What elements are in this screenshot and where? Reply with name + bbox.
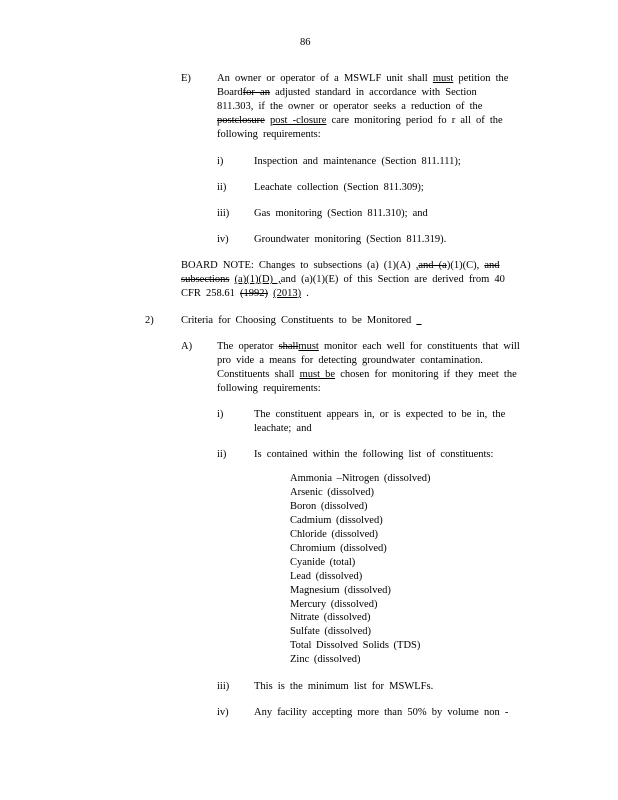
section-e-line-4: [217, 114, 503, 128]
list-item-text: Is contained within the following list of constituents:: [254, 449, 494, 460]
section-2a-line-4: following requirements:: [217, 383, 321, 394]
text: adjusted standard in accordance with Section: [269, 87, 477, 98]
constituent-item: Boron (dissolved): [290, 501, 368, 512]
text: monitor each well for constituents that will: [318, 341, 520, 352]
list-item-num: iii): [217, 208, 230, 219]
board-note-line-1: [181, 259, 500, 273]
constituent-item: Arsenic (dissolved): [290, 487, 374, 498]
text: petition the: [453, 73, 509, 84]
board-note-line-3: [181, 287, 309, 301]
board-note-line-2: [181, 273, 505, 287]
text: Board: [217, 87, 243, 98]
constituent-item: Cadmium (dissolved): [290, 515, 383, 526]
section-e-line-5: following requirements:: [217, 129, 321, 140]
list-item-num: ii): [217, 182, 227, 193]
inserted-text: post -closure: [269, 115, 327, 126]
constituent-item: Chromium (dissolved): [290, 543, 387, 554]
inserted-text: must: [298, 341, 319, 352]
deleted-text: subsections: [181, 274, 230, 285]
constituent-item: Mercury (dissolved): [290, 599, 378, 610]
text: CFR 258.61: [181, 288, 240, 299]
constituent-item: Ammonia –Nitrogen (dissolved): [290, 473, 431, 484]
text: chosen for monitoring if they meet the: [335, 369, 517, 380]
deleted-text: and (a: [418, 260, 447, 271]
inserted-text: (a)(1)(D) ,: [234, 274, 281, 285]
list-item-num: i): [217, 156, 224, 167]
text: An owner or operator of a MSWLF unit shall: [217, 73, 433, 84]
section-e-line-3: 811.303, if the owner or operator seeks a reduction of the: [217, 101, 483, 112]
constituent-item: Lead (dissolved): [290, 571, 363, 582]
section-2a-line-2: pro vide a means for detecting groundwater contamination.: [217, 355, 483, 366]
list-item-num: ii): [217, 449, 227, 460]
text: The operator: [217, 341, 279, 352]
list-item-text: Any facility accepting more than 50% by volume non -: [254, 707, 509, 718]
text: and (a)(1)(E) of this Section are derived from 40: [280, 274, 505, 285]
list-item-num: iv): [217, 234, 229, 245]
deleted-text: shall: [278, 341, 299, 352]
constituent-item: Nitrate (dissolved): [290, 612, 371, 623]
constituent-item: Cyanide (total): [290, 557, 356, 568]
section-e-line-1: [217, 72, 508, 86]
section-2-title: [181, 314, 421, 328]
page-number: 86: [300, 37, 311, 48]
list-item-num: iii): [217, 681, 230, 692]
constituent-item: Magnesium (dissolved): [290, 585, 391, 596]
text: BOARD NOTE: Changes to subsections (a) (1)(A): [181, 260, 416, 271]
text: care monitoring period fo r all of the: [326, 115, 503, 126]
text: Constituents shall: [217, 369, 300, 380]
list-item-num: i): [217, 409, 224, 420]
section-e-label: E): [181, 73, 191, 84]
constituent-item: Total Dissolved Solids (TDS): [290, 640, 421, 651]
deleted-text: and: [484, 260, 500, 271]
section-2a-line-1: [217, 340, 520, 354]
inserted-text: ,: [415, 260, 419, 271]
section-2-title-text: Criteria for Choosing Constituents to be Monitored: [181, 315, 412, 326]
list-item-num: iv): [217, 707, 229, 718]
inserted-text: (2013): [273, 288, 302, 299]
list-item-text: Inspection and maintenance (Section 811.111);: [254, 156, 461, 167]
section-2a-label: A): [181, 341, 193, 352]
list-item-text: Leachate collection (Section 811.309);: [254, 182, 424, 193]
deleted-text: for an: [242, 87, 270, 98]
inserted-text: must: [432, 73, 454, 84]
section-2-label: 2): [145, 315, 154, 326]
title-trailing-underline: [416, 315, 421, 326]
list-item-text: Gas monitoring (Section 811.310); and: [254, 208, 428, 219]
list-item-text: leachate; and: [254, 423, 312, 434]
list-item-text: The constituent appears in, or is expected to be in, the: [254, 409, 506, 420]
constituent-item: Sulfate (dissolved): [290, 626, 372, 637]
section-e-line-2: [217, 86, 477, 100]
list-item-text: This is the minimum list for MSWLFs.: [254, 681, 434, 692]
deleted-text: (1992): [239, 288, 268, 299]
inserted-text: must be: [299, 369, 336, 380]
text: )(1)(C),: [446, 260, 485, 271]
deleted-text: postclosure: [217, 115, 265, 126]
constituent-item: Zinc (dissolved): [290, 654, 361, 665]
text: .: [301, 288, 309, 299]
section-2a-line-3: [217, 368, 517, 382]
constituent-item: Chloride (dissolved): [290, 529, 379, 540]
list-item-text: Groundwater monitoring (Section 811.319).: [254, 234, 447, 245]
